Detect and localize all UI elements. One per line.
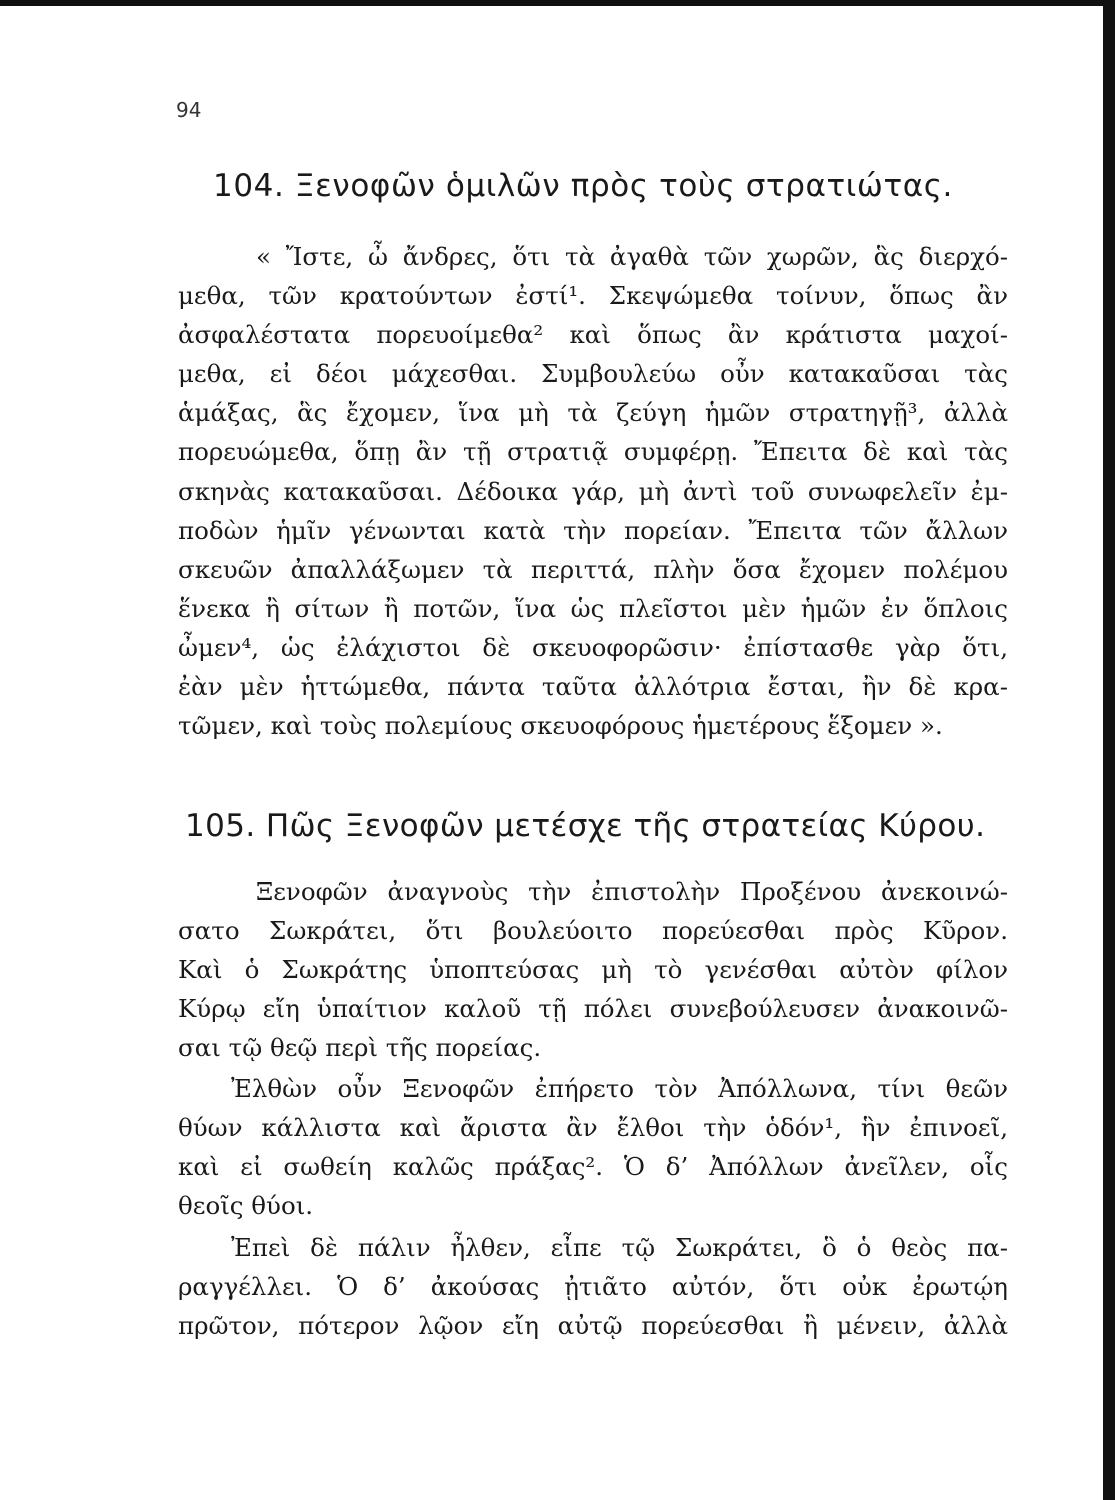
text-line: τῶμεν, καὶ τοὺς πολεμίους σκευοφόρους ἡμετέρους ἕξομεν ». — [178, 711, 943, 741]
text-line: Κύρῳ εἴη ὑπαίτιον καλοῦ τῇ πόλει συνεβούλευσεν ἀνακοινῶ- — [178, 994, 1008, 1024]
text-line: θεοῖς θύοι. — [178, 1191, 314, 1221]
text-line: ἕνεκα ἢ σίτων ἢ ποτῶν, ἵνα ὡς πλεῖστοι μὲν ἡμῶν ἐν ὅπλοις — [178, 593, 1008, 623]
text-line: μεθα, εἰ δέοι μάχεσθαι. Συμβουλεύω οὖν κατακαῦσαι τὰς — [178, 359, 1008, 389]
section-105-paragraph-3 — [178, 1228, 1008, 1345]
section-104-title: 104. Ξενοφῶν ὁμιλῶν πρὸς τοὺς στρατιώτας. — [213, 168, 953, 204]
text-line: μεθα, τῶν κρατούντων ἐστί¹. Σκεψώμεθα τοίνυν, ὅπως ἂν — [178, 281, 1008, 311]
text-line: καὶ εἰ σωθείη καλῶς πράξας². Ὁ δ’ Ἀπόλλων ἀνεῖλεν, οἷς — [178, 1152, 1008, 1182]
section-105-paragraph-2 — [178, 1069, 1008, 1225]
text-line: Ἐλθὼν οὖν Ξενοφῶν ἐπήρετο τὸν Ἀπόλλωνα, τίνι θεῶν — [231, 1074, 1008, 1103]
text-line: ραγγέλλει. Ὁ δ’ ἀκούσας ᾐτιᾶτο αὐτόν, ὅτι οὐκ ἐρωτῴη — [178, 1272, 1008, 1302]
text-line: σκηνὰς κατακαῦσαι. Δέδοικα γάρ, μὴ ἀντὶ τοῦ συνωφελεῖν ἐμ- — [178, 476, 1008, 506]
text-line: σατο Σωκράτει, ὅτι βουλεύοιτο πορεύεσθαι πρὸς Κῦρον. — [178, 916, 1008, 946]
page-number: 94 — [176, 98, 202, 122]
text-line: ἐὰν μὲν ἡττώμεθα, πάντα ταῦτα ἀλλότρια ἔσται, ἢν δὲ κρα- — [178, 672, 1008, 702]
text-line: Καὶ ὁ Σωκράτης ὑποπτεύσας μὴ τὸ γενέσθαι αὐτὸν φίλον — [178, 955, 1008, 985]
text-line: ποδὼν ἡμῖν γένωνται κατὰ τὴν πορείαν. Ἔπειτα τῶν ἄλλων — [178, 515, 1008, 545]
text-line: Ἐπεὶ δὲ πάλιν ἦλθεν, εἶπε τῷ Σωκράτει, ὃ ὁ θεὸς πα- — [231, 1233, 1008, 1262]
text-line: Ξενοφῶν ἀναγνοὺς τὴν ἐπιστολὴν Προξένου ἀνεκοινώ- — [256, 877, 1008, 906]
text-line: πρῶτον, πότερον λῷον εἴη αὐτῷ πορεύεσθαι ἢ μένειν, ἀλλὰ — [178, 1311, 1008, 1341]
section-105-paragraph-1 — [178, 872, 1008, 1067]
text-line: ὦμεν⁴, ὡς ἐλάχιστοι δὲ σκευοφορῶσιν· ἐπίστασθε γὰρ ὅτι, — [178, 632, 1008, 662]
section-105-title: 105. Πῶς Ξενοφῶν μετέσχε τῆς στρατείας Κύρου. — [185, 808, 986, 844]
text-line: ἁμάξας, ἃς ἔχομεν, ἵνα μὴ τὰ ζεύγη ἡμῶν στρατηγῇ³, ἀλλὰ — [178, 398, 1008, 428]
section-104-speech — [178, 237, 1008, 745]
text-line: σκευῶν ἀπαλλάξωμεν τὰ περιττά, πλὴν ὅσα ἔχομεν πολέμου — [178, 554, 1008, 584]
text-line: ἀσφαλέστατα πορευοίμεθα² καὶ ὅπως ἂν κράτιστα μαχοί- — [178, 320, 1008, 350]
text-line: σαι τῷ θεῷ περὶ τῆς πορείας. — [178, 1033, 542, 1063]
text-line: θύων κάλλιστα καὶ ἄριστα ἂν ἔλθοι τὴν ὁδόν¹, ἣν ἐπινοεῖ, — [178, 1113, 1008, 1143]
text-line: πορευώμεθα, ὅπῃ ἂν τῇ στρατιᾷ συμφέρῃ. Ἔπειτα δὲ καὶ τὰς — [178, 437, 1008, 467]
text-line: « Ἴστε, ὦ ἄνδρες, ὅτι τὰ ἀγαθὰ τῶν χωρῶν, ἃς διερχό- — [256, 242, 1008, 271]
